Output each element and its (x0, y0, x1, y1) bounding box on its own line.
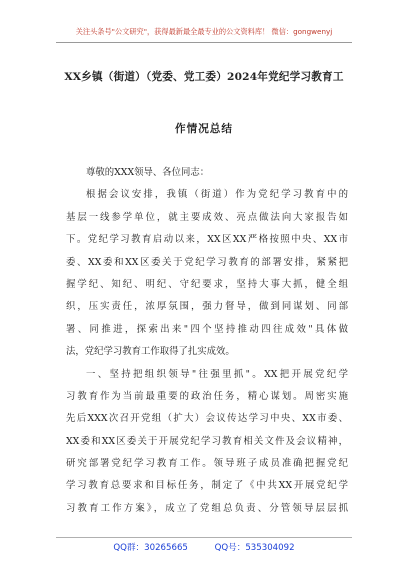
footer-contacts (0, 541, 408, 553)
body-line: 先后XXX次召开党组（扩大）会议传达学习中央、XX市委、 (66, 413, 348, 425)
body-line: 织，压实责任，浓厚氛围，强力督导，做到同谋划、同部 (66, 301, 348, 313)
body-line: 署、同推进，探索出来"四个坚持推动四往成效"具体做 (66, 323, 348, 335)
footer-qq-number: QQ号：535304092 (214, 543, 295, 553)
header-note: 关注头条号"公文研究"，获得最新最全最专业的公文资料库！ 微信：gongwenyj (75, 27, 333, 36)
body-line: 基层一线参学单位，就主要成效、亮点做法向大家报告如 (66, 211, 348, 223)
document-title-line-1: XX乡镇（街道）（党委、党工委）2024年党纪学习教育工 (64, 71, 344, 83)
body-line: 习教育作为当前最重要的政治任务，精心谋划。周密实施 (66, 390, 348, 402)
document-title-line-2: 作情况总结 (175, 123, 233, 135)
body-line: 一、坚持把组织领导"往强里抓"。XX把开展党纪学 (86, 368, 348, 380)
body-line: 下。党纪学习教育启动以来，XX区XX严格按照中央、XX市 (66, 234, 348, 246)
body-line: 根据会议安排，我镇（街道）作为党纪学习教育中的 (86, 189, 348, 201)
body-line: 研究部署党纪学习教育工作。领导班子成员准确把握党纪 (66, 458, 348, 470)
body-line: 法，党纪学习教育工作取得了扎实成效。 (66, 346, 235, 358)
body-line: 习教育工作方案》，成立了党组总负责、分管领导层层抓 (66, 502, 348, 514)
footer-qq-group: QQ群：30265665 (113, 543, 188, 553)
body-line: 学习教育总要求和目标任务，制定了《中共XX开展党纪学 (66, 480, 348, 492)
body-line: 握学纪、知纪、明纪、守纪要求，坚持大事大抓，健全组 (66, 278, 348, 290)
footer-divider (56, 537, 352, 538)
document-body (66, 162, 348, 520)
header-divider (56, 42, 352, 43)
body-line: 委、XX委和XX区委关于党纪学习教育的部署安排，紧紧把 (66, 256, 348, 268)
salutation-line: 尊敬的XXX领导、各位同志： (86, 167, 210, 178)
body-line: XX委和XX区委关于开展党纪学习教育相关文件及会议精神， (66, 435, 348, 447)
